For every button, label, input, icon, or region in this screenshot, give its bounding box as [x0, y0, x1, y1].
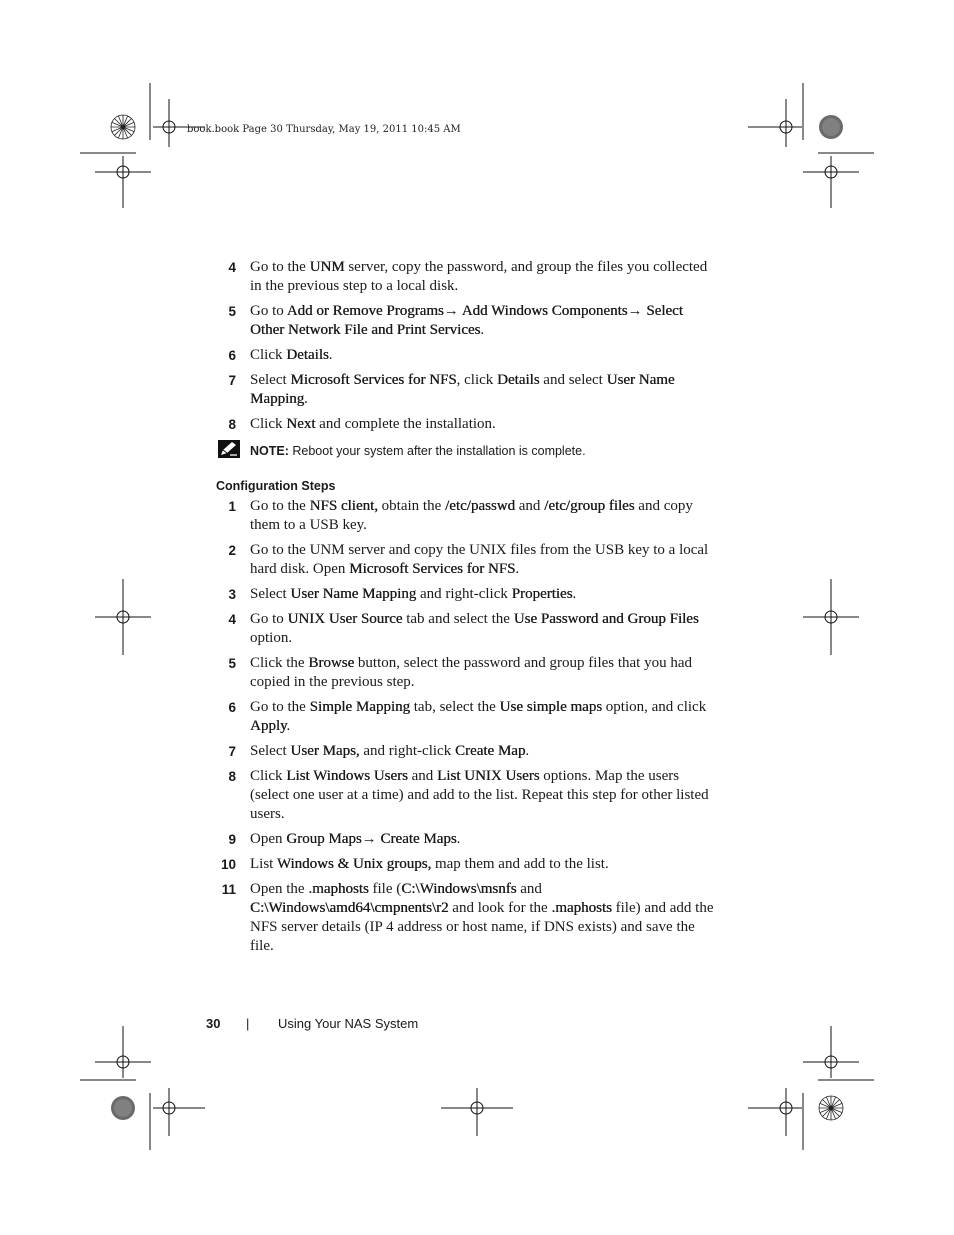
step-text-run: and — [514, 498, 545, 514]
footer-title: Using Your NAS System — [278, 1016, 419, 1031]
step-text-run: → — [627, 303, 647, 319]
step-number: 1 — [228, 499, 236, 514]
step-number: 2 — [228, 543, 236, 558]
ui-term: Microsoft Services for NFS — [290, 372, 457, 388]
ui-term: User Name Mapping — [290, 586, 417, 602]
step-text-run: Open — [250, 831, 287, 847]
ui-term: Properties — [511, 586, 573, 602]
step-text-run: . — [304, 391, 308, 407]
step-text-run: and — [407, 768, 438, 784]
step-number: 7 — [228, 373, 236, 388]
ui-term: Use Password and Group Files — [513, 611, 699, 627]
list-item — [216, 415, 716, 434]
ui-term: Details — [497, 372, 540, 388]
step-text-run: . — [328, 347, 333, 363]
footer-separator: | — [246, 1016, 250, 1031]
ui-term: Add Windows Components — [461, 303, 628, 319]
step-text — [250, 856, 609, 872]
step-text — [250, 881, 713, 954]
step-text — [250, 259, 707, 294]
step-text — [250, 347, 333, 363]
step-text-run: . — [480, 322, 485, 338]
step-text-run: , click — [456, 372, 498, 388]
ui-term: UNM — [309, 259, 345, 275]
ui-term: Microsoft Services for NFS — [349, 561, 516, 577]
step-text — [250, 768, 709, 822]
step-text-run: Select — [250, 372, 291, 388]
step-number: 4 — [228, 260, 236, 275]
step-text — [250, 542, 708, 577]
note-text: Reboot your system after the installation is complete. — [288, 444, 586, 458]
ui-term: /etc/passwd — [445, 498, 515, 514]
step-text-run: button, select the password and group files that you had copied in the previous step. — [250, 655, 693, 690]
step-text-run: file) and add the NFS server details (IP 4 address or host name, if DNS exists) and save the file. — [250, 900, 714, 954]
step-text-run: Go to the UNM server and copy the UNIX files from the USB key to a local hard disk. Open — [250, 542, 709, 577]
step-text-run: Go to — [250, 611, 288, 627]
page-number: 30 — [206, 1016, 221, 1031]
step-text-run: option. — [250, 630, 293, 646]
list-item — [216, 654, 716, 692]
section-heading: Configuration Steps — [216, 479, 336, 493]
step-number: 5 — [228, 656, 236, 671]
step-text-run: . — [525, 743, 530, 759]
step-text-run: Go to the — [250, 498, 310, 514]
list-item — [216, 302, 716, 340]
list-item — [216, 497, 716, 535]
ui-term: Create Maps — [380, 831, 457, 847]
step-text-run: → — [443, 303, 462, 319]
list-item — [216, 541, 716, 579]
step-number: 3 — [228, 587, 236, 602]
step-text-run: Click — [250, 768, 287, 784]
step-text-run: options. Map the users (select one user at a time) and add to the list. Repeat this step for other listed users. — [250, 768, 709, 822]
list-item — [216, 698, 716, 736]
step-number: 4 — [228, 612, 236, 627]
ui-term: Add or Remove Programs — [286, 303, 444, 319]
step-text-run: tab, select the — [410, 699, 500, 715]
ui-term: Browse — [308, 655, 355, 671]
list-item — [216, 585, 716, 604]
note-label: NOTE: — [250, 444, 289, 458]
list-item — [216, 880, 716, 956]
ui-term: UNIX User Source — [287, 611, 403, 627]
ui-term: Apply — [250, 718, 287, 734]
ui-term: /etc/group files — [544, 498, 635, 514]
step-text-run: obtain the — [377, 498, 445, 514]
step-text — [250, 586, 576, 602]
step-text-run: file ( — [368, 881, 402, 897]
ui-term: List Windows Users — [286, 768, 408, 784]
step-text-run: map them and add to the list. — [431, 856, 609, 872]
step-text-run: → — [361, 831, 381, 847]
ui-term: Next — [286, 416, 316, 432]
ui-term: NFS client, — [309, 498, 378, 514]
step-text-run: and complete the installation. — [315, 416, 496, 432]
step-text-run: Click — [250, 347, 287, 363]
list-item — [216, 346, 716, 365]
step-text-run: Go to — [250, 303, 287, 319]
step-number: 5 — [228, 304, 236, 319]
step-text — [250, 611, 699, 646]
list-item — [216, 258, 716, 296]
ui-term: Select Other Network File and Print Services — [250, 303, 683, 338]
ui-term: Details — [286, 347, 329, 363]
print-slug: book.book Page 30 Thursday, May 19, 2011 10:45 AM — [187, 124, 461, 135]
configuration-steps-list — [216, 497, 716, 956]
step-text-run: and copy them to a USB key. — [250, 498, 693, 533]
step-number: 10 — [220, 857, 236, 872]
step-text — [250, 743, 529, 759]
step-text — [250, 655, 692, 690]
ui-term: List UNIX Users — [437, 768, 540, 784]
step-text — [250, 699, 706, 734]
step-text-run: and right-click — [359, 743, 455, 759]
ui-term: .maphosts — [551, 900, 612, 916]
step-number: 8 — [228, 769, 236, 784]
step-text-run: Click — [250, 416, 287, 432]
step-text-run: tab and select the — [402, 611, 514, 627]
step-text-run: and right-click — [416, 586, 512, 602]
step-text-run: option, and click — [602, 699, 707, 715]
ui-term: Use simple maps — [499, 699, 603, 715]
step-text-run: Select — [250, 586, 291, 602]
step-number: 11 — [221, 882, 236, 897]
ui-term: User Maps, — [290, 743, 360, 759]
list-item — [216, 767, 716, 824]
step-text-run: List — [250, 856, 277, 872]
step-number: 6 — [228, 700, 236, 715]
step-text — [250, 416, 496, 432]
ui-term: C:\Windows\msnfs — [401, 881, 517, 897]
step-text — [250, 831, 460, 847]
ui-term: Windows & Unix groups, — [276, 856, 432, 872]
note-pencil-icon — [218, 440, 240, 458]
step-text — [250, 498, 693, 533]
step-text-run: Go to the — [250, 699, 310, 715]
ui-term: Simple Mapping — [309, 699, 410, 715]
step-text-run: . — [515, 561, 520, 577]
step-number: 8 — [228, 417, 236, 432]
ui-term: Create Map — [454, 743, 526, 759]
step-text-run: . — [456, 831, 461, 847]
ui-term: .maphosts — [308, 881, 369, 897]
ui-term: C:\Windows\amd64\cmpnents\r2 — [250, 900, 449, 916]
step-text — [250, 303, 683, 338]
install-steps-list — [216, 258, 716, 434]
list-item — [216, 371, 716, 409]
step-text-run: server, copy the password, and group the files you collected in the previous step to a local disk. — [250, 259, 708, 294]
step-text-run: . — [572, 586, 577, 602]
step-number: 9 — [228, 832, 236, 847]
step-text-run: Click the — [250, 655, 309, 671]
step-text-run: Select — [250, 743, 291, 759]
list-item — [216, 610, 716, 648]
step-text-run: Go to the — [250, 259, 310, 275]
step-text-run: . — [286, 718, 291, 734]
list-item — [216, 855, 716, 874]
step-text — [250, 372, 675, 407]
ui-term: Group Maps — [286, 831, 362, 847]
step-text-run: and select — [539, 372, 607, 388]
list-item — [216, 742, 716, 761]
note-callout — [216, 442, 716, 460]
step-number: 7 — [228, 744, 236, 759]
page-content — [216, 258, 716, 956]
ui-term: User Name Mapping — [250, 372, 675, 407]
step-text-run: and — [516, 881, 542, 897]
list-item — [216, 830, 716, 849]
step-number: 6 — [228, 348, 236, 363]
step-text-run: and look for the — [448, 900, 552, 916]
step-text-run: Open the — [250, 881, 309, 897]
